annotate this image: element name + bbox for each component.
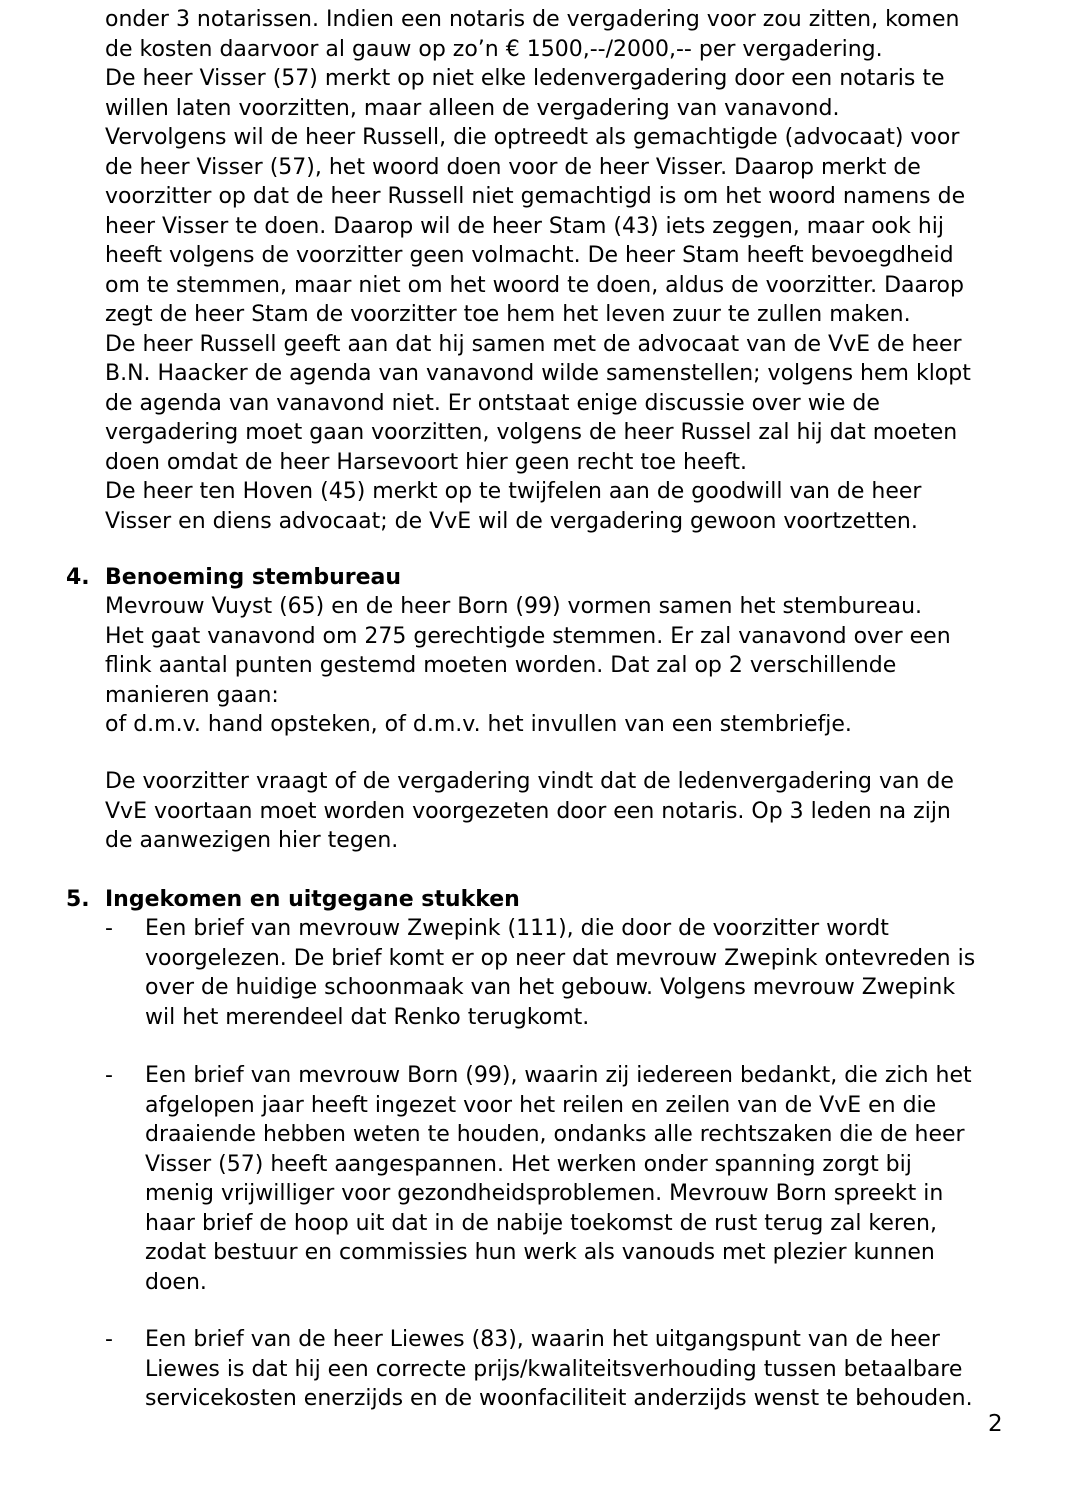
- text-line: Een brief van mevrouw Born (99), waarin zij iedereen bedankt, die zich het: [145, 1063, 972, 1088]
- text-line: heer Visser te doen. Daarop wil de heer Stam (43) iets zeggen, maar ook hij: [105, 213, 945, 239]
- section-4-paragraph-1: [105, 592, 1025, 740]
- text-line: Visser (57) heeft aangespannen. Het werken onder spanning zorgt bij: [145, 1151, 912, 1177]
- section-number: 5.: [66, 887, 90, 912]
- text-line: De heer ten Hoven (45) merkt op te twijfelen aan de goodwill van de heer: [105, 479, 922, 504]
- text-line: haar brief de hoop uit dat in de nabije toekomst de rust terug zal keren,: [145, 1210, 937, 1236]
- text-line: zegt de heer Stam de voorzitter toe hem het leven zuur te zullen maken.: [105, 302, 911, 327]
- text-line: de aanwezigen hier tegen.: [105, 828, 399, 853]
- text-line: willen laten voorzitten, maar alleen de vergadering van vanavond.: [105, 95, 840, 121]
- text-line: Een brief van mevrouw Zwepink (111), die door de voorzitter wordt: [145, 916, 889, 941]
- text-line: voorgelezen. De brief komt er op neer dat mevrouw Zwepink ontevreden is: [145, 945, 976, 971]
- section-4-paragraph-2: [105, 767, 1025, 856]
- section-title: Benoeming stembureau: [105, 565, 402, 590]
- bullet-dash: -: [105, 1063, 113, 1088]
- text-line: VvE voortaan moet worden voorgezeten door een notaris. Op 3 leden na zijn: [105, 798, 951, 824]
- text-line: Een brief van de heer Liewes (83), waarin het uitgangspunt van de heer: [145, 1327, 940, 1352]
- list-item-text: [145, 1325, 1025, 1414]
- list-item-text: [145, 914, 1025, 1032]
- text-line: zodat bestuur en commissies hun werk als vanouds met plezier kunnen: [145, 1240, 935, 1265]
- text-line: over de huidige schoonmaak van het gebouw. Volgens mevrouw Zwepink: [145, 975, 956, 1000]
- text-line: de agenda van vanavond niet. Er ontstaat enige discussie over wie de: [105, 390, 880, 416]
- text-line: wil het merendeel dat Renko terugkomt.: [145, 1004, 590, 1030]
- text-line: of d.m.v. hand opsteken, of d.m.v. het invullen van een stembriefje.: [105, 712, 852, 737]
- text-line: manieren gaan:: [105, 682, 279, 708]
- text-line: onder 3 notarissen. Indien een notaris de vergadering voor zou zitten, komen: [105, 7, 960, 32]
- text-line: de heer Visser (57), het woord doen voor de heer Visser. Daarop merkt de: [105, 154, 921, 180]
- text-line: De heer Visser (57) merkt op niet elke ledenvergadering door een notaris te: [105, 66, 945, 91]
- page-number: 2: [988, 1411, 1003, 1437]
- text-line: De heer Russell geeft aan dat hij samen met de advocaat van de VvE de heer: [105, 331, 962, 357]
- text-line: afgelopen jaar heeft ingezet voor het reilen en zeilen van de VvE en die: [145, 1092, 937, 1118]
- text-line: Visser en diens advocaat; de VvE wil de vergadering gewoon voortzetten.: [105, 508, 918, 534]
- section-title: Ingekomen en uitgegane stukken: [105, 887, 520, 912]
- text-line: voorzitter op dat de heer Russell niet gemachtigd is om het woord namens de: [105, 184, 966, 209]
- section-number: 4.: [66, 565, 90, 590]
- text-line: Het gaat vanavond om 275 gerechtigde stemmen. Er zal vanavond over een: [105, 623, 951, 649]
- text-line: Liewes is dat hij een correcte prijs/kwaliteitsverhouding tussen betaalbare: [145, 1356, 963, 1382]
- text-line: Vervolgens wil de heer Russell, die optreedt als gemachtigde (advocaat) voor: [105, 125, 960, 150]
- text-line: Mevrouw Vuyst (65) en de heer Born (99) vormen samen het stembureau.: [105, 594, 923, 619]
- bullet-dash: -: [105, 916, 113, 941]
- text-line: flink aantal punten gestemd moeten worden. Dat zal op 2 verschillende: [105, 653, 897, 678]
- section-5-heading: [66, 885, 966, 915]
- text-line: de kosten daarvoor al gauw op zo’n € 1500,--/2000,-- per vergadering.: [105, 36, 883, 62]
- text-line: doen.: [145, 1269, 207, 1295]
- list-item-text: [145, 1061, 1025, 1297]
- text-line: vergadering moet gaan voorzitten, volgens de heer Russel zal hij dat moeten: [105, 420, 958, 445]
- text-line: heeft volgens de voorzitter geen volmacht. De heer Stam heeft bevoegdheid: [105, 243, 954, 268]
- section-4-heading: [66, 563, 966, 593]
- text-line: De voorzitter vraagt of de vergadering vindt dat de ledenvergadering van de: [105, 769, 954, 794]
- bullet-dash: -: [105, 1327, 113, 1352]
- text-line: draaiende hebben weten te houden, ondanks alle rechtszaken die de heer: [145, 1122, 965, 1147]
- text-line: B.N. Haacker de agenda van vanavond wilde samenstellen; volgens hem klopt: [105, 361, 971, 386]
- text-line: doen omdat de heer Harsevoort hier geen recht toe heeft.: [105, 449, 748, 475]
- text-line: servicekosten enerzijds en de woonfaciliteit anderzijds wenst te behouden.: [145, 1386, 973, 1411]
- intro-paragraph: [105, 5, 1025, 536]
- text-line: menig vrijwilliger voor gezondheidsproblemen. Mevrouw Born spreekt in: [145, 1181, 944, 1206]
- text-line: om te stemmen, maar niet om het woord te doen, aldus de voorzitter. Daarop: [105, 272, 964, 298]
